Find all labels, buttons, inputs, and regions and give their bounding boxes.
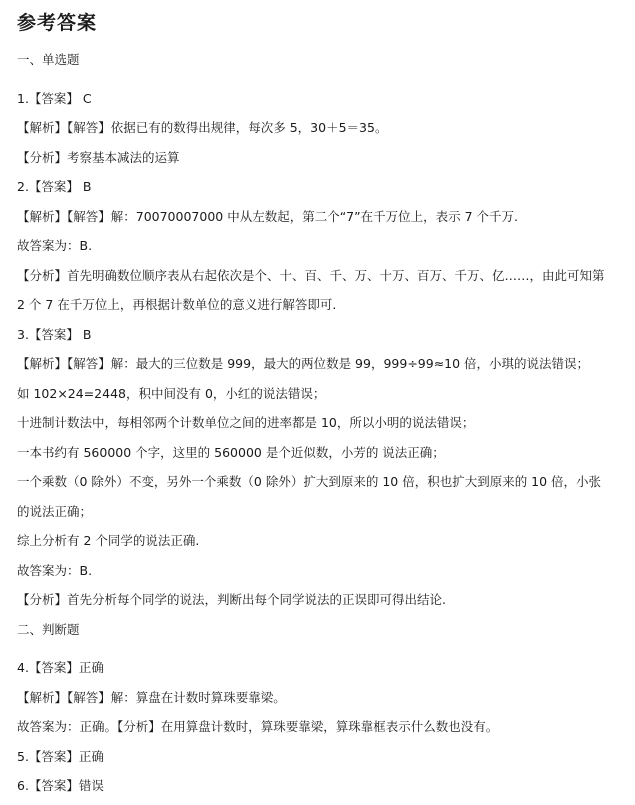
question-2-summary: 【分析】首先明确数位顺序表从右起依次是个、十、百、千、万、十万、百万、千万、亿……，由此可知第 bbox=[17, 268, 605, 283]
question-6-answer: 6.【答案】错误 bbox=[17, 778, 104, 793]
question-1-summary: 【分析】考察基本减法的运算 bbox=[17, 150, 180, 165]
page-title: 参考答案 bbox=[17, 12, 98, 34]
question-2-answer: 2.【答案】 B bbox=[17, 179, 92, 194]
question-3-analysis-4: 一本书约有 560000 个字，这里的 560000 是个近似数，小芳的 说法正确； bbox=[17, 445, 445, 460]
question-3-analysis: 【解析】【解答】解：最大的三位数是 999，最大的两位数是 99，999÷99≈10 倍，小琪的说法错误； bbox=[17, 356, 590, 371]
question-3-analysis-2: 如 102×24=2448，积中间没有 0，小红的说法错误； bbox=[17, 386, 326, 401]
question-3-analysis-6: 综上分析有 2 个同学的说法正确. bbox=[17, 533, 200, 548]
question-4-analysis: 【解析】【解答】解：算盘在计数时算珠要靠梁。 bbox=[17, 690, 286, 705]
section-heading-true-false: 二、判断题 bbox=[17, 622, 80, 637]
section-heading-single-choice: 一、单选题 bbox=[17, 52, 80, 67]
question-1-answer: 1.【答案】 C bbox=[17, 91, 92, 106]
question-3-analysis-3: 十进制计数法中，每相邻两个计数单位之间的进率都是 10，所以小明的说法错误； bbox=[17, 415, 475, 430]
question-3-answer: 3.【答案】 B bbox=[17, 327, 92, 342]
question-2-summary-cont: 2 个 7 在千万位上，再根据计数单位的意义进行解答即可. bbox=[17, 297, 337, 312]
question-3-conclusion: 故答案为：B. bbox=[17, 563, 93, 578]
question-2-conclusion: 故答案为：B. bbox=[17, 238, 93, 253]
question-5-answer: 5.【答案】正确 bbox=[17, 749, 104, 764]
question-3-analysis-5-cont: 的说法正确； bbox=[17, 504, 93, 519]
question-2-analysis: 【解析】【解答】解：70070007000 中从左数起，第二个“7”在千万位上，表示 7 个千万. bbox=[17, 209, 518, 224]
question-3-analysis-5: 一个乘数（0 除外）不变，另外一个乘数（0 除外）扩大到原来的 10 倍，积也扩大到原来的 10 倍，小张 bbox=[17, 474, 602, 489]
question-4-conclusion: 故答案为：正确。【分析】在用算盘计数时，算珠要靠梁，算珠靠框表示什么数也没有。 bbox=[17, 719, 499, 734]
question-3-summary: 【分析】首先分析每个同学的说法，判断出每个同学说法的正误即可得出结论. bbox=[17, 592, 446, 607]
question-4-answer: 4.【答案】正确 bbox=[17, 660, 104, 675]
question-1-analysis: 【解析】【解答】依据已有的数得出规律，每次多 5，30＋5＝35。 bbox=[17, 120, 388, 135]
